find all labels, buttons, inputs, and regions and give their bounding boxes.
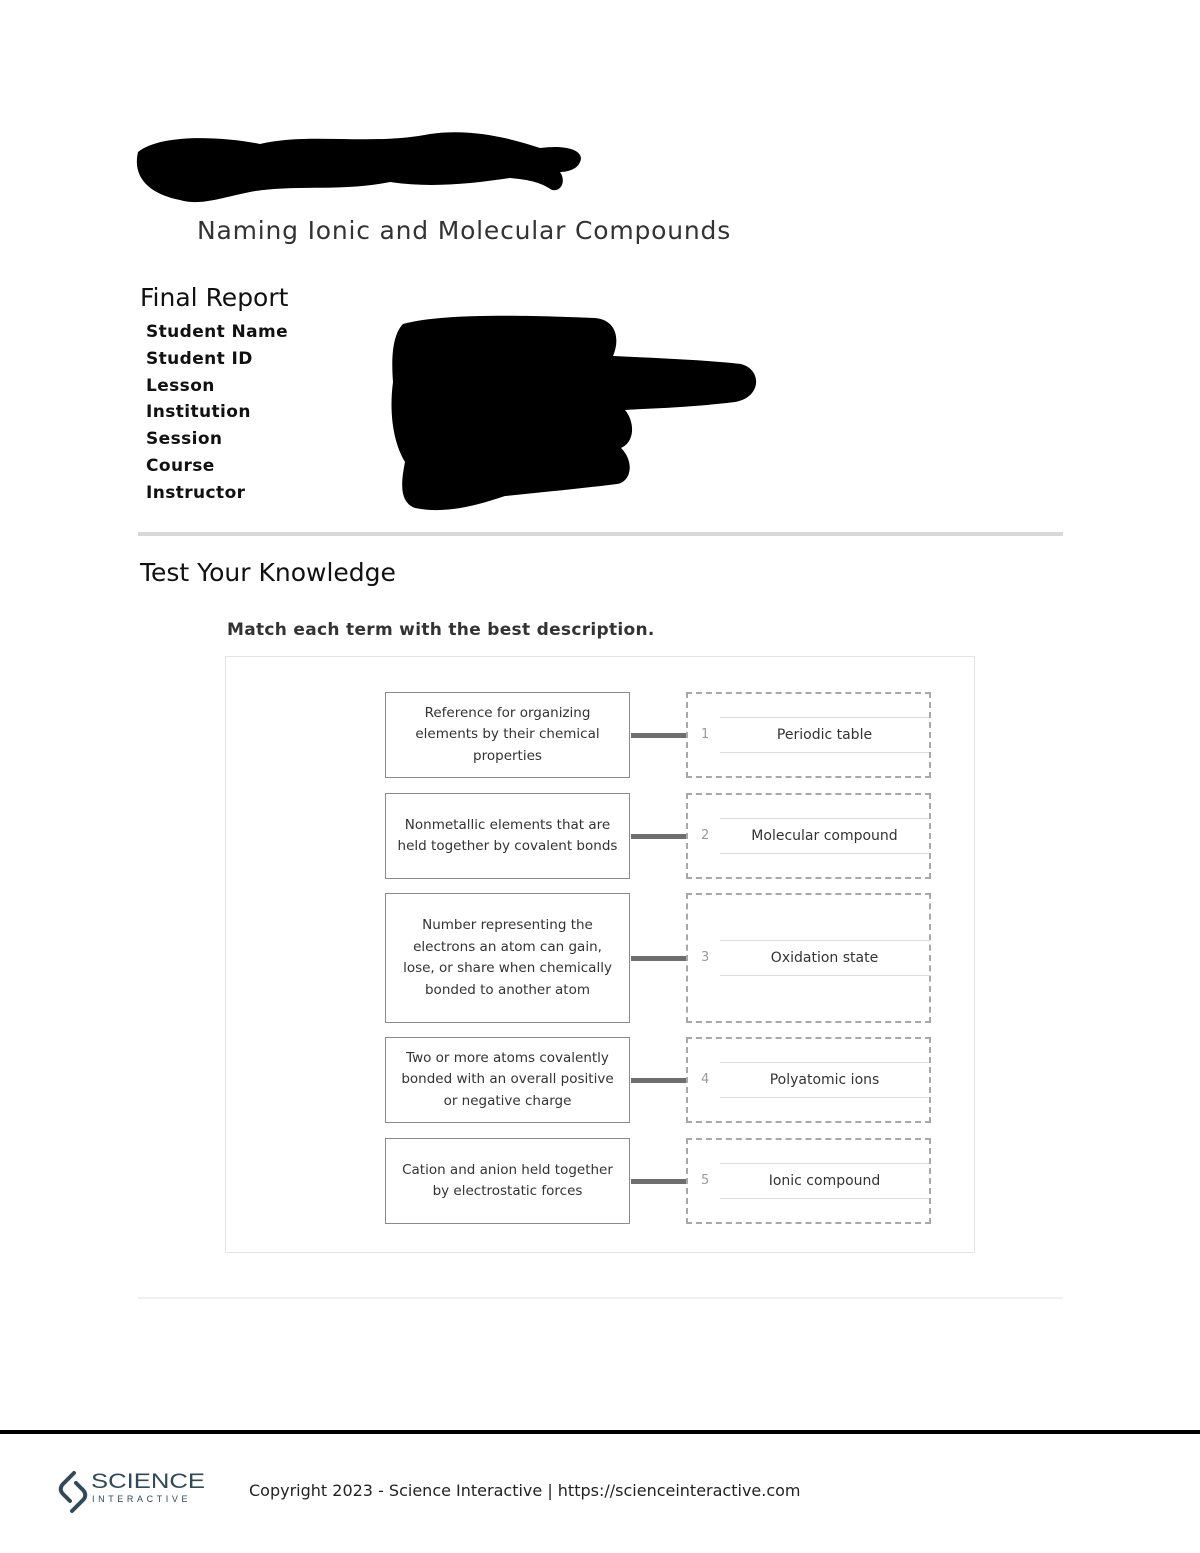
- match-row: [226, 692, 974, 778]
- match-row: [226, 1037, 974, 1123]
- document-title: Naming Ionic and Molecular Compounds: [197, 216, 732, 245]
- term-card[interactable]: Molecular compound: [720, 818, 929, 854]
- student-id-label: Student ID: [146, 348, 253, 369]
- match-connector: [631, 956, 686, 961]
- science-interactive-logo: [58, 1469, 208, 1515]
- final-report-heading: Final Report: [140, 283, 289, 312]
- bottom-divider: [138, 1297, 1063, 1299]
- match-connector: [631, 733, 686, 738]
- description-card: Reference for organizing elements by their chemical properties: [385, 692, 630, 778]
- answer-drop-zone[interactable]: [686, 1138, 931, 1224]
- course-label: Course: [146, 455, 215, 476]
- institution-label: Institution: [146, 402, 251, 423]
- logo-mark-icon: [61, 1473, 86, 1511]
- report-field-labels: [146, 321, 288, 509]
- student-name-label: Student Name: [146, 322, 289, 342]
- logo-wordmark: SCIENCE: [91, 1470, 205, 1493]
- answer-drop-zone[interactable]: [686, 893, 931, 1023]
- match-row: [226, 793, 974, 879]
- answer-number: 5: [701, 1173, 710, 1188]
- section-divider: [138, 532, 1063, 536]
- description-card: Nonmetallic elements that are held together by covalent bonds: [385, 793, 630, 879]
- test-knowledge-heading: Test Your Knowledge: [140, 558, 396, 587]
- answer-drop-zone[interactable]: [686, 793, 931, 879]
- term-card[interactable]: Ionic compound: [720, 1163, 929, 1199]
- description-card: Cation and anion held together by electrostatic forces: [385, 1138, 630, 1224]
- redacted-name-blot: [130, 122, 590, 212]
- match-connector: [631, 1078, 686, 1083]
- copyright-text: Copyright 2023 - Science Interactive | https://scienceinteractive.com: [249, 1481, 801, 1500]
- term-card[interactable]: Oxidation state: [720, 940, 929, 976]
- description-card: Number representing the electrons an atom can gain, lose, or share when chemically bonded to another atom: [385, 893, 630, 1023]
- answer-drop-zone[interactable]: [686, 692, 931, 778]
- redacted-fields-blot: [385, 312, 765, 517]
- matching-activity-panel: [225, 656, 975, 1253]
- match-connector: [631, 1179, 686, 1184]
- instructor-label: Instructor: [146, 482, 246, 503]
- session-label: Session: [146, 429, 223, 450]
- logo-subtext: INTERACTIVE: [92, 1494, 192, 1504]
- answer-number: 1: [701, 727, 710, 742]
- footer-bar: [0, 1430, 1200, 1434]
- lesson-label: Lesson: [146, 375, 215, 396]
- answer-drop-zone[interactable]: [686, 1037, 931, 1123]
- term-card[interactable]: Polyatomic ions: [720, 1062, 929, 1098]
- matching-instruction: Match each term with the best description.: [227, 620, 655, 640]
- match-row: [226, 893, 974, 1023]
- answer-number: 4: [701, 1072, 710, 1087]
- answer-number: 3: [701, 950, 710, 965]
- match-row: [226, 1138, 974, 1224]
- match-connector: [631, 834, 686, 839]
- term-card[interactable]: Periodic table: [720, 717, 929, 753]
- answer-number: 2: [701, 828, 710, 843]
- description-card: Two or more atoms covalently bonded with an overall positive or negative charge: [385, 1037, 630, 1123]
